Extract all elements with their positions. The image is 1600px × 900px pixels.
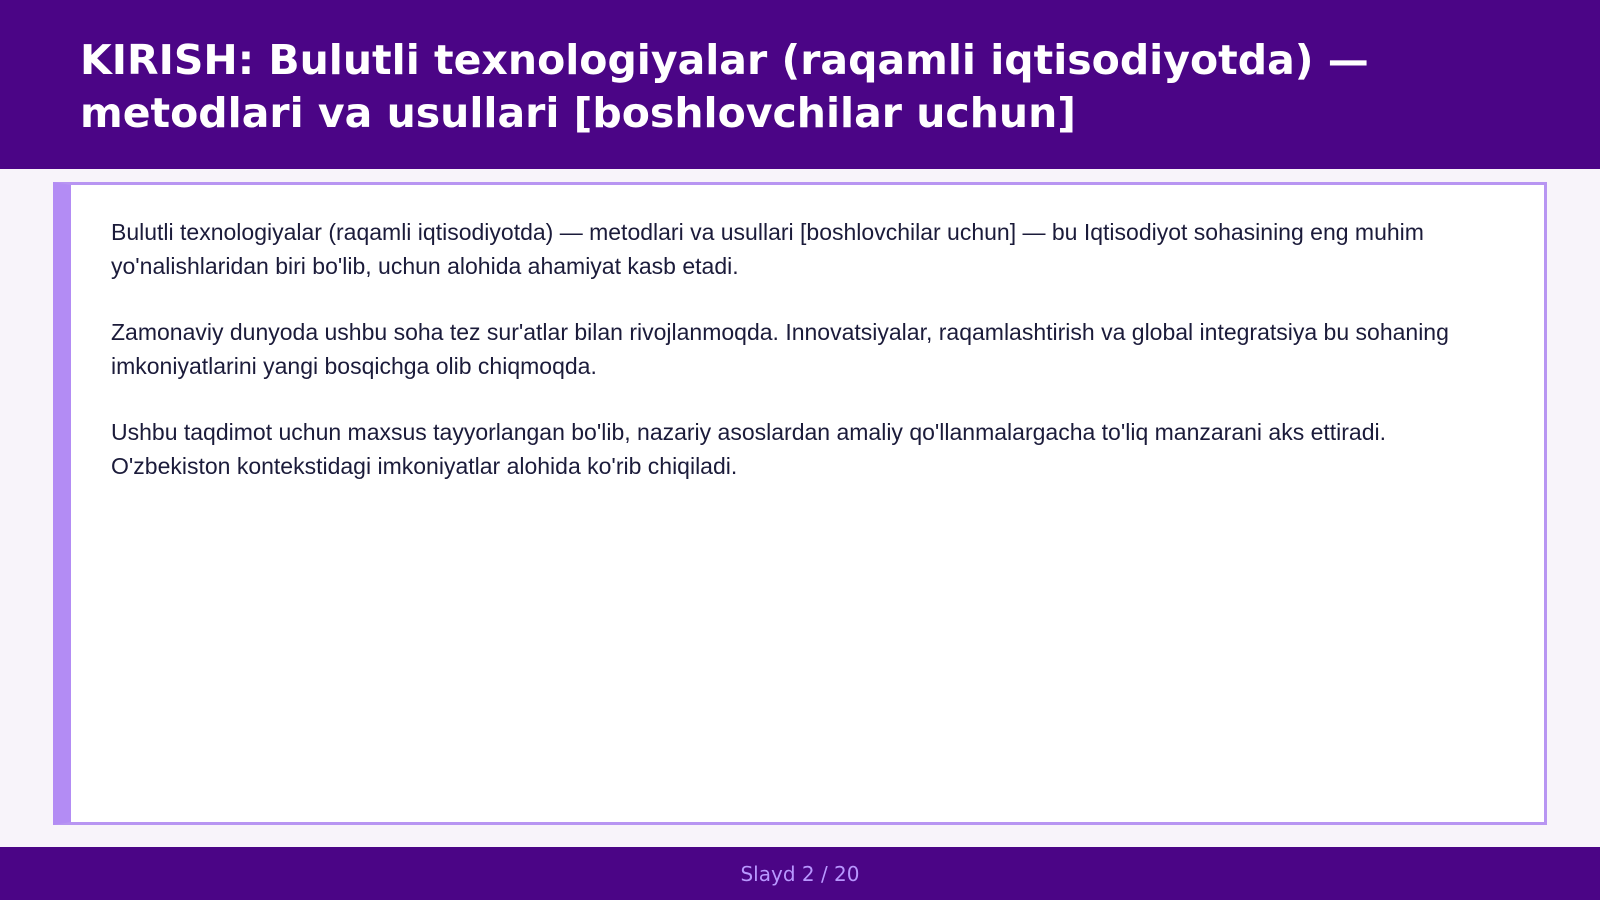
slide-title: KIRISH: Bulutli texnologiyalar (raqamli iqtisodiyotda) — metodlari va usullari [boshlovchilar uchun] (80, 36, 1369, 137)
content-card (53, 182, 1547, 825)
slide-header (0, 0, 1600, 169)
slide-counter: Slayd 2 / 20 (740, 862, 860, 886)
development-paragraph: Zamonaviy dunyoda ushbu soha tez sur'atlar bilan rivojlanmoqda. Innovatsiyalar, raqamlashtirish va global integratsiya bu sohaning imkoniyatlarini yangi bosqichga olib chiqmoqda. (111, 319, 1449, 379)
intro-paragraph: Bulutli texnologiyalar (raqamli iqtisodiyotda) — metodlari va usullari [boshlovchilar uchun] — bu Iqtisodiyot sohasining eng muhim yo'nalishlaridan biri bo'lib, uchun alohida ahamiyat kasb etadi. (111, 219, 1424, 279)
slide-footer (0, 847, 1600, 900)
presentation-scope-paragraph: Ushbu taqdimot uchun maxsus tayyorlangan bo'lib, nazariy asoslardan amaliy qo'llanmalargacha to'liq manzarani aks ettiradi. O'zbekiston kontekstidagi imkoniyatlar alohida ko'rib chiqiladi. (111, 419, 1387, 479)
